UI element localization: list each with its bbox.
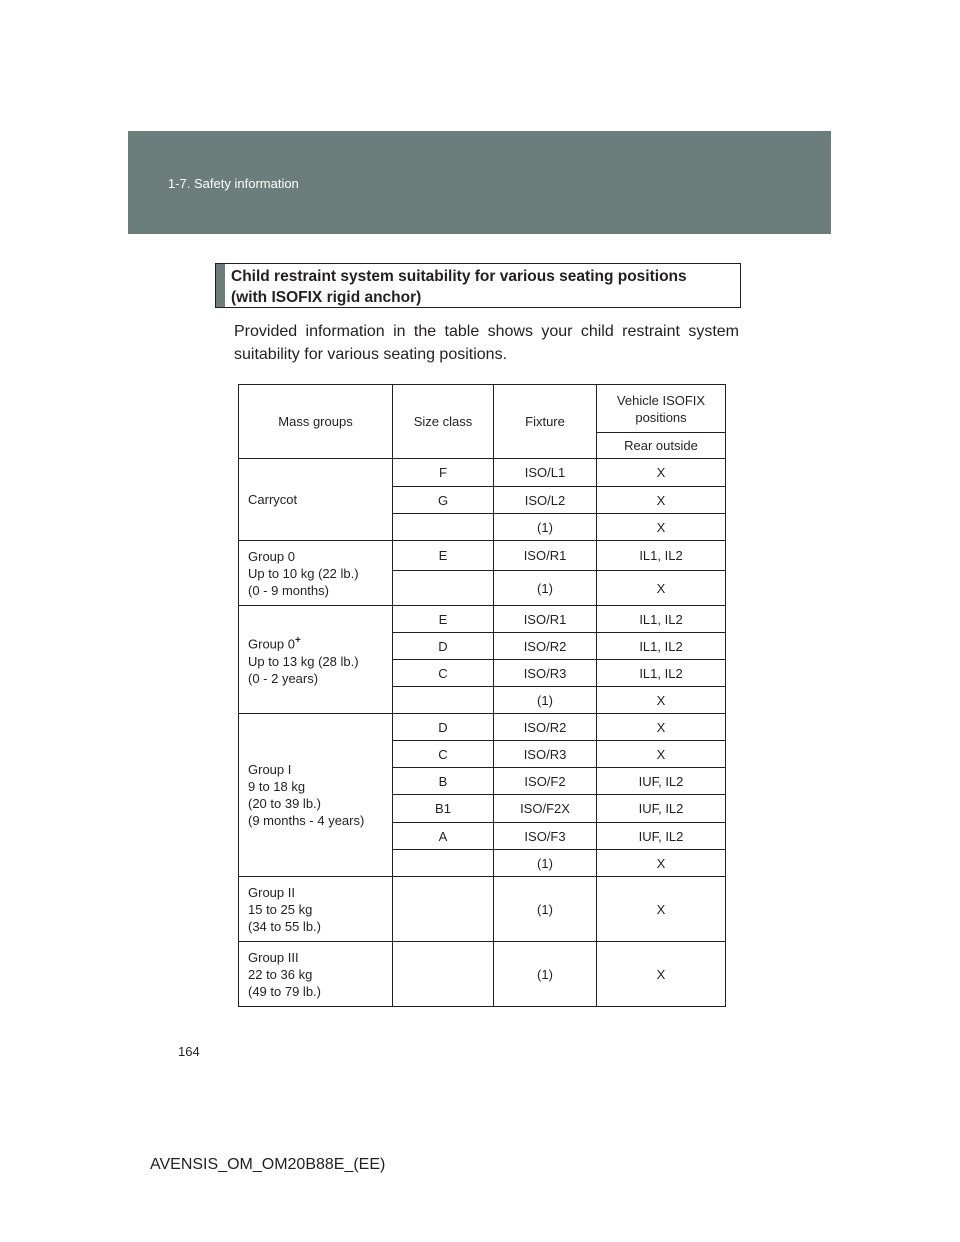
fixture-cell: (1) [494, 571, 597, 606]
title-accent-bar [216, 264, 225, 307]
mass-group-line: Group III [248, 949, 299, 965]
rear-outside-cell: X [597, 459, 726, 487]
size-class-cell: G [393, 487, 494, 514]
mass-group-line: (9 months - 4 years) [248, 813, 365, 828]
fixture-cell: (1) [494, 687, 597, 714]
header-size-class: Size class [393, 385, 494, 459]
mass-group-cell [239, 459, 393, 541]
mass-group-cell [239, 541, 393, 606]
rear-outside-cell: X [597, 877, 726, 942]
section-header-band [128, 131, 831, 234]
rear-outside-cell: X [597, 942, 726, 1007]
isofix-suitability-table [238, 384, 726, 1007]
size-class-cell [393, 877, 494, 942]
mass-group-line: Carrycot [248, 492, 298, 507]
rear-outside-cell: X [597, 850, 726, 877]
section-title-line-2: (with ISOFIX rigid anchor) [231, 289, 422, 306]
table-row [239, 606, 726, 633]
rear-outside-cell: X [597, 571, 726, 606]
mass-group-line: Group 0 [248, 548, 295, 564]
table-row [239, 942, 726, 1007]
mass-group-line: (49 to 79 lb.) [248, 983, 321, 999]
table-row [239, 541, 726, 571]
page-number: 164 [178, 1044, 200, 1059]
size-class-cell: C [393, 741, 494, 768]
mass-group-line: (34 to 55 lb.) [248, 918, 321, 934]
mass-group-line: Group I [248, 762, 292, 777]
mass-group-cell [239, 942, 393, 1007]
mass-group-line: (0 - 2 years) [248, 670, 319, 686]
table-row [239, 714, 726, 741]
rear-outside-cell: X [597, 514, 726, 541]
size-class-cell: C [393, 660, 494, 687]
mass-group-cell [239, 877, 393, 942]
rear-outside-cell: X [597, 687, 726, 714]
fixture-cell: (1) [494, 877, 597, 942]
intro-line-2: suitability for various seating positions. [234, 346, 508, 363]
fixture-cell: (1) [494, 514, 597, 541]
rear-outside-cell: IL1, IL2 [597, 606, 726, 633]
rear-outside-cell: IUF, IL2 [597, 768, 726, 795]
size-class-cell: D [393, 714, 494, 741]
mass-group-line: (20 to 39 lb.) [248, 796, 321, 811]
fixture-cell: (1) [494, 850, 597, 877]
size-class-cell: E [393, 541, 494, 571]
rear-outside-cell: IUF, IL2 [597, 823, 726, 850]
header-rear-outside: Rear outside [597, 433, 726, 459]
fixture-cell: ISO/F2X [494, 795, 597, 823]
fixture-cell: (1) [494, 942, 597, 1007]
mass-group-line: Up to 13 kg (28 lb.) [248, 653, 359, 669]
rear-outside-cell: X [597, 741, 726, 768]
section-title-box [215, 263, 741, 308]
fixture-cell: ISO/L1 [494, 459, 597, 487]
rear-outside-cell: X [597, 487, 726, 514]
mass-group-line: 9 to 18 kg [248, 779, 306, 794]
rear-outside-cell: IL1, IL2 [597, 633, 726, 660]
size-class-cell [393, 687, 494, 714]
size-class-cell [393, 850, 494, 877]
mass-group-line: Group II [248, 884, 295, 900]
mass-group-line: 15 to 25 kg [248, 901, 313, 917]
rear-outside-cell: IL1, IL2 [597, 541, 726, 571]
fixture-cell: ISO/R2 [494, 714, 597, 741]
section-title [231, 266, 731, 308]
size-class-cell: B [393, 768, 494, 795]
mass-group-cell [239, 606, 393, 714]
rear-outside-cell: IL1, IL2 [597, 660, 726, 687]
fixture-cell: ISO/F2 [494, 768, 597, 795]
header-vehicle-positions: Vehicle ISOFIX positions [597, 385, 726, 433]
mass-group-line: Up to 10 kg (22 lb.) [248, 565, 359, 581]
fixture-cell: ISO/R3 [494, 660, 597, 687]
size-class-cell: E [393, 606, 494, 633]
rear-outside-cell: IUF, IL2 [597, 795, 726, 823]
header-fixture: Fixture [494, 385, 597, 459]
document-code: AVENSIS_OM_OM20B88E_(EE) [150, 1156, 386, 1173]
header-mass-groups: Mass groups [239, 385, 393, 459]
fixture-cell: ISO/R2 [494, 633, 597, 660]
fixture-cell: ISO/F3 [494, 823, 597, 850]
fixture-cell: ISO/R1 [494, 606, 597, 633]
section-title-line-1: Child restraint system suitability for various seating positions [231, 268, 687, 285]
size-class-cell [393, 942, 494, 1007]
size-class-cell: F [393, 459, 494, 487]
superscript-plus: + [294, 635, 301, 647]
size-class-cell: D [393, 633, 494, 660]
mass-group-line: Group 0+ [248, 635, 301, 652]
size-class-cell [393, 571, 494, 606]
intro-paragraph [234, 320, 739, 366]
table-row [239, 877, 726, 942]
rear-outside-cell: X [597, 714, 726, 741]
section-label: 1-7. Safety information [168, 176, 299, 191]
size-class-cell: B1 [393, 795, 494, 823]
fixture-cell: ISO/L2 [494, 487, 597, 514]
mass-group-cell [239, 714, 393, 877]
fixture-cell: ISO/R1 [494, 541, 597, 571]
intro-line-1: Provided information in the table shows your child restraint system [234, 323, 739, 340]
mass-group-line: 22 to 36 kg [248, 966, 313, 982]
mass-group-line: (0 - 9 months) [248, 582, 329, 598]
size-class-cell [393, 514, 494, 541]
size-class-cell: A [393, 823, 494, 850]
table-row [239, 459, 726, 487]
fixture-cell: ISO/R3 [494, 741, 597, 768]
